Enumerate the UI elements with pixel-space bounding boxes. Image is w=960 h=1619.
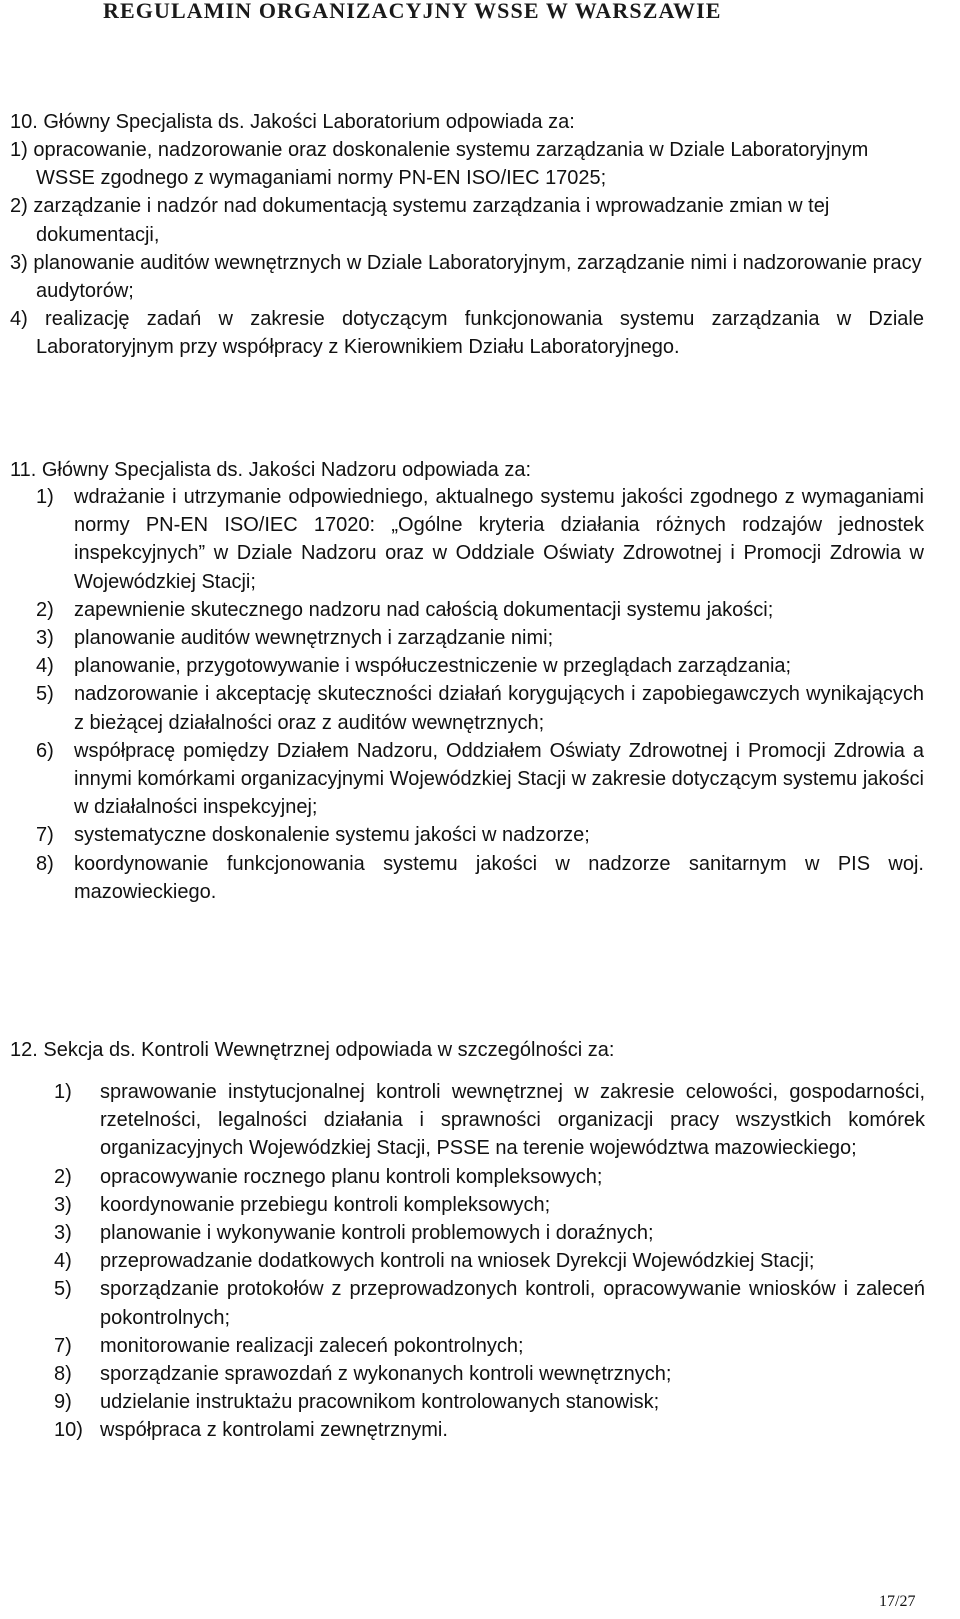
section-11-title: 11. Główny Specjalista ds. Jakości Nadzoru odpowiada za:	[10, 459, 532, 481]
list-item	[54, 1078, 925, 1163]
list-item-number: 4)	[54, 1250, 72, 1273]
list-item	[36, 680, 924, 736]
list-item-number: 8)	[36, 852, 54, 875]
list-item-number: 3)	[36, 627, 54, 650]
document-header: REGULAMIN ORGANIZACYJNY WSSE W WARSZAWIE	[103, 0, 722, 23]
list-item-number: 5)	[54, 1278, 72, 1301]
list-item-text: monitorowanie realizacji zaleceń pokontrolnych;	[100, 1334, 524, 1357]
list-item-text: sprawowanie instytucjonalnej kontroli wewnętrznej w zakresie celowości, gospodarności, rzetelności, legalności działania i sprawności organizacji pracy wszystkich komórek organizacyjnych Wojewódzkiej Stacji, PSSE na terenie województwa mazowieckiego;	[100, 1081, 925, 1160]
section-11-list	[36, 483, 924, 906]
list-item-number: 10)	[54, 1419, 83, 1442]
list-item	[54, 1416, 925, 1444]
list-item-number: 2)	[54, 1165, 72, 1188]
list-item	[54, 1388, 925, 1416]
list-item-text: 4) realizację zadań w zakresie dotyczącym funkcjonowania systemu zarządzania w Dziale Laboratoryjnym przy współpracy z Kierownikiem Działu Laboratoryjnego.	[10, 308, 924, 359]
list-item-number: 2)	[36, 598, 54, 621]
list-item-text: planowanie i wykonywanie kontroli problemowych i doraźnych;	[100, 1222, 654, 1245]
list-item-number: 9)	[54, 1391, 72, 1414]
list-item-text: 2) zarządzanie i nadzór nad dokumentacją systemu zarządzania i wprowadzanie zmian w tej dokumentacji,	[10, 195, 830, 246]
list-item-text: sporządzanie sprawozdań z wykonanych kontroli wewnętrznych;	[100, 1363, 672, 1386]
list-item-text: przeprowadzanie dodatkowych kontroli na wniosek Dyrekcji Wojewódzkiej Stacji;	[100, 1250, 815, 1273]
list-item-number: 3)	[54, 1222, 72, 1245]
list-item-text: współpracę pomiędzy Działem Nadzoru, Oddziałem Oświaty Zdrowotnej i Promocji Zdrowia a innymi komórkami organizacyjnymi Wojewódzkiej Stacji w zakresie dotyczącym systemu jakości w działalności inspekcyjnej;	[74, 739, 924, 819]
list-item	[54, 1360, 925, 1388]
list-item	[36, 483, 924, 596]
list-item-text: planowanie auditów wewnętrznych i zarządzanie nimi;	[74, 627, 554, 650]
list-item-text: systematyczne doskonalenie systemu jakości w nadzorze;	[74, 824, 590, 847]
list-item	[36, 652, 924, 680]
list-item-number: 6)	[36, 739, 54, 762]
list-item-text: udzielanie instruktażu pracownikom kontrolowanych stanowisk;	[100, 1391, 660, 1414]
list-item	[10, 192, 924, 248]
list-item-text: planowanie, przygotowywanie i współuczestniczenie w przeglądach zarządzania;	[74, 655, 792, 678]
list-item-text: współpraca z kontrolami zewnętrznymi.	[100, 1419, 448, 1442]
list-item-text: 1) opracowanie, nadzorowanie oraz doskonalenie systemu zarządzania w Dziale Laboratoryjnym WSSE zgodnego z wymaganiami normy PN-EN ISO/IEC 17025;	[10, 139, 869, 190]
section-10-list	[10, 136, 924, 362]
list-item	[36, 850, 924, 906]
page-number: 17/27	[879, 1593, 916, 1610]
list-item-text: 3) planowanie auditów wewnętrznych w Dziale Laboratoryjnym, zarządzanie nimi i nadzorowanie pracy audytorów;	[10, 251, 922, 303]
list-item	[54, 1332, 925, 1360]
list-item-number: 1)	[54, 1081, 72, 1103]
list-item-number: 4)	[36, 655, 54, 678]
list-item	[54, 1219, 925, 1247]
list-item-text: opracowywanie rocznego planu kontroli kompleksowych;	[100, 1165, 603, 1188]
list-item	[54, 1275, 925, 1331]
list-item	[10, 249, 924, 305]
list-item	[36, 596, 924, 624]
list-item	[36, 624, 924, 652]
list-item-text: koordynowanie funkcjonowania systemu jakości w nadzorze sanitarnym w PIS woj. mazowieckiego.	[74, 852, 924, 903]
list-item-text: sporządzanie protokołów z przeprowadzonych kontroli, opracowywanie wniosków i zaleceń pokontrolnych;	[100, 1278, 925, 1329]
list-item-number: 7)	[36, 824, 54, 847]
section-10-title: 10. Główny Specjalista ds. Jakości Laboratorium odpowiada za:	[10, 111, 575, 133]
list-item-number: 5)	[36, 683, 54, 706]
list-item	[36, 821, 924, 849]
list-item-text: wdrażanie i utrzymanie odpowiedniego, aktualnego systemu jakości zgodnego z wymaganiami normy PN-EN ISO/IEC 17020: „Ogólne kryteria działania różnych rodzajów jednostek inspekcyjnych” w Dziale Nadzoru oraz w Oddziale Oświaty Zdrowotnej i Promocji Zdrowia w Wojewódzkiej Stacji;	[74, 486, 924, 593]
list-item	[10, 305, 924, 361]
list-item	[54, 1191, 925, 1219]
list-item-number: 1)	[36, 486, 54, 508]
list-item-number: 3)	[54, 1193, 72, 1216]
list-item-text: zapewnienie skutecznego nadzoru nad całością dokumentacji systemu jakości;	[74, 598, 774, 621]
list-item	[54, 1247, 925, 1275]
section-12-title: 12. Sekcja ds. Kontroli Wewnętrznej odpowiada w szczególności za:	[10, 1039, 615, 1061]
list-item	[54, 1163, 925, 1191]
list-item-number: 7)	[54, 1334, 72, 1357]
list-item-number: 8)	[54, 1363, 72, 1386]
list-item	[10, 136, 924, 192]
list-item-text: koordynowanie przebiegu kontroli kompleksowych;	[100, 1193, 551, 1216]
list-item	[36, 737, 924, 822]
section-12-list	[54, 1078, 925, 1445]
list-item-text: nadzorowanie i akceptację skuteczności działań korygujących i zapobiegawczych wynikających z bieżącej działalności oraz z auditów wewnętrznych;	[74, 683, 924, 734]
